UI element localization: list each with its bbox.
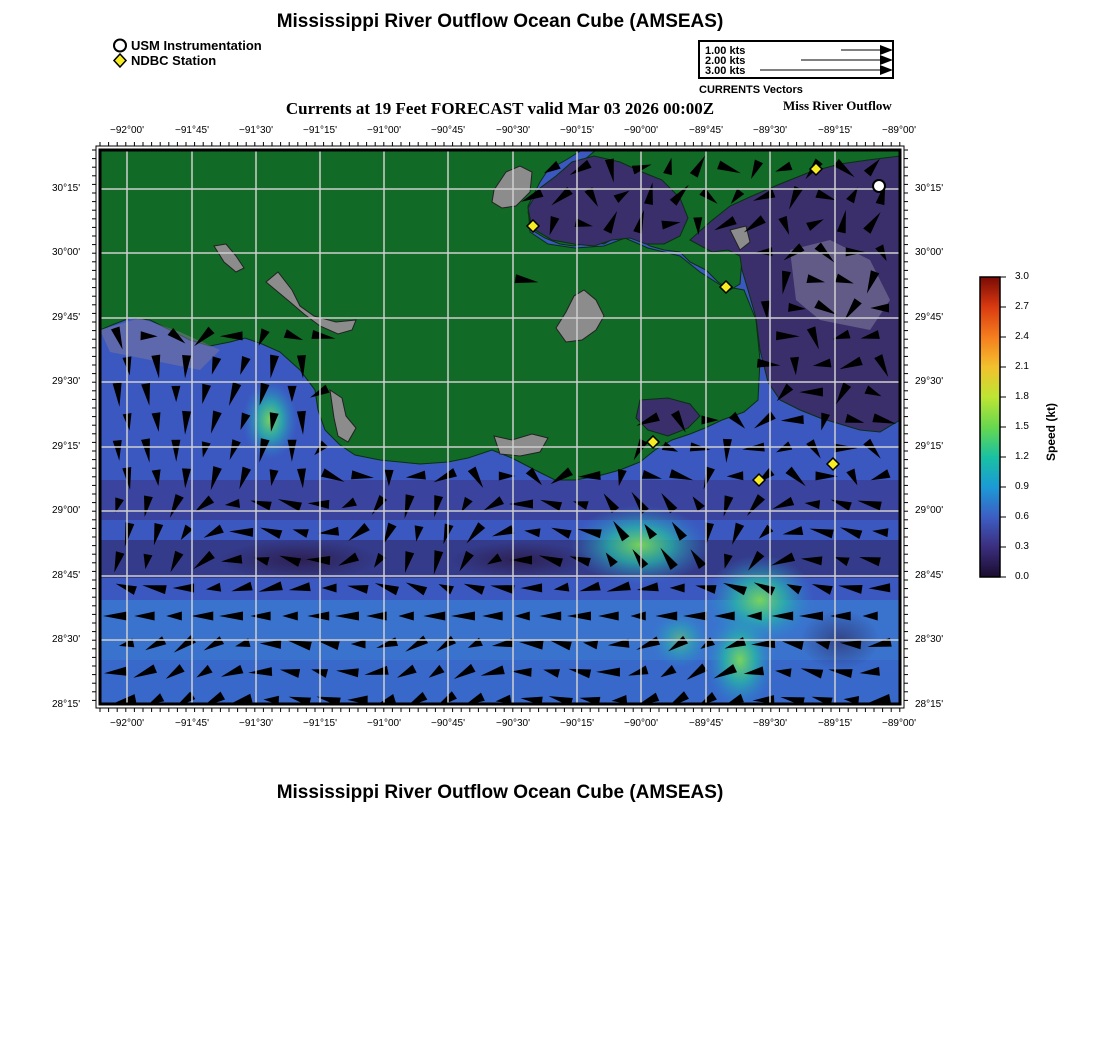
lon-label-bottom: −92°00'	[110, 718, 144, 729]
lat-label-left: 29°30'	[52, 376, 81, 387]
lon-label-top: −90°15'	[560, 125, 594, 136]
colorbar-tick-label: 2.4	[1015, 331, 1029, 342]
lon-label-top: −90°00'	[624, 125, 658, 136]
usm-station-marker[interactable]	[873, 180, 885, 192]
lon-label-top: −89°15'	[818, 125, 852, 136]
colorbar-title: Speed (kt)	[1044, 402, 1058, 461]
forecast-subtitle: Currents at 19 Feet FORECAST valid Mar 03 2026 00:00Z	[285, 99, 715, 118]
speed-colorbar	[980, 277, 1006, 577]
lat-label-left: 29°45'	[52, 312, 81, 323]
lon-label-top: −90°45'	[431, 125, 465, 136]
lat-label-right: 28°15'	[915, 699, 944, 710]
map-title: Mississippi River Outflow Ocean Cube (AMSEAS)	[276, 11, 724, 32]
lon-label-top: −91°00'	[367, 125, 401, 136]
colorbar-tick-label: 1.5	[1015, 421, 1029, 432]
colorbar-tick-label: 0.3	[1015, 541, 1029, 552]
lon-label-top: −92°00'	[110, 125, 144, 136]
lon-label-top: −89°00'	[882, 125, 916, 136]
lon-label-bottom: −91°30'	[239, 718, 273, 729]
vector-key-caption: CURRENTS Vectors	[699, 84, 803, 96]
colorbar-tick-label: 0.6	[1015, 511, 1029, 522]
lat-label-right: 30°00'	[915, 247, 944, 258]
lon-label-bottom: −90°45'	[431, 718, 465, 729]
lon-label-bottom: −89°15'	[818, 718, 852, 729]
lon-label-bottom: −89°30'	[753, 718, 787, 729]
vector-key-row-3: 3.00 kts	[705, 65, 746, 77]
lat-label-left: 28°15'	[52, 699, 81, 710]
lat-label-right: 29°00'	[915, 505, 944, 516]
lat-label-left: 28°30'	[52, 634, 81, 645]
colorbar-tick-label: 0.0	[1015, 571, 1029, 582]
colorbar-tick-label: 0.9	[1015, 481, 1029, 492]
lat-label-left: 29°15'	[52, 441, 81, 452]
lon-label-top: −89°45'	[689, 125, 723, 136]
map-field	[100, 150, 900, 710]
lat-label-left: 30°15'	[52, 183, 81, 194]
lon-label-bottom: −90°30'	[496, 718, 530, 729]
colorbar-tick-label: 1.2	[1015, 451, 1029, 462]
lon-label-top: −89°30'	[753, 125, 787, 136]
lat-label-right: 30°15'	[915, 183, 944, 194]
colorbar-tick-label: 1.8	[1015, 391, 1029, 402]
colorbar-tick-label: 2.7	[1015, 301, 1029, 312]
lon-label-bottom: −89°45'	[689, 718, 723, 729]
lat-label-left: 30°00'	[52, 247, 81, 258]
lon-label-bottom: −90°15'	[560, 718, 594, 729]
lat-label-left: 28°45'	[52, 570, 81, 581]
vector-key-row-2: 2.00 kts	[705, 55, 746, 67]
legend-ndbc-label: NDBC Station	[131, 53, 217, 68]
lon-label-bottom: −91°15'	[303, 718, 337, 729]
lon-label-top: −91°30'	[239, 125, 273, 136]
lon-label-bottom: −89°00'	[882, 718, 916, 729]
lon-label-top: −91°45'	[175, 125, 209, 136]
legend-usm-label: USM Instrumentation	[131, 38, 262, 53]
vector-key-row-1: 1.00 kts	[705, 45, 746, 57]
lat-label-right: 29°15'	[915, 441, 944, 452]
lat-label-right: 29°30'	[915, 376, 944, 387]
colorbar-tick-label: 2.1	[1015, 361, 1029, 372]
region-label: Miss River Outflow	[783, 98, 892, 113]
lon-label-bottom: −91°00'	[367, 718, 401, 729]
lat-label-right: 28°45'	[915, 570, 944, 581]
lat-label-right: 29°45'	[915, 312, 944, 323]
lon-label-bottom: −90°00'	[624, 718, 658, 729]
map-title-repeat: Mississippi River Outflow Ocean Cube (AMSEAS)	[276, 782, 724, 803]
lat-label-right: 28°30'	[915, 634, 944, 645]
lon-label-bottom: −91°45'	[175, 718, 209, 729]
colorbar-tick-label: 3.0	[1015, 271, 1029, 282]
lon-label-top: −90°30'	[496, 125, 530, 136]
lat-label-left: 29°00'	[52, 505, 81, 516]
lon-label-top: −91°15'	[303, 125, 337, 136]
